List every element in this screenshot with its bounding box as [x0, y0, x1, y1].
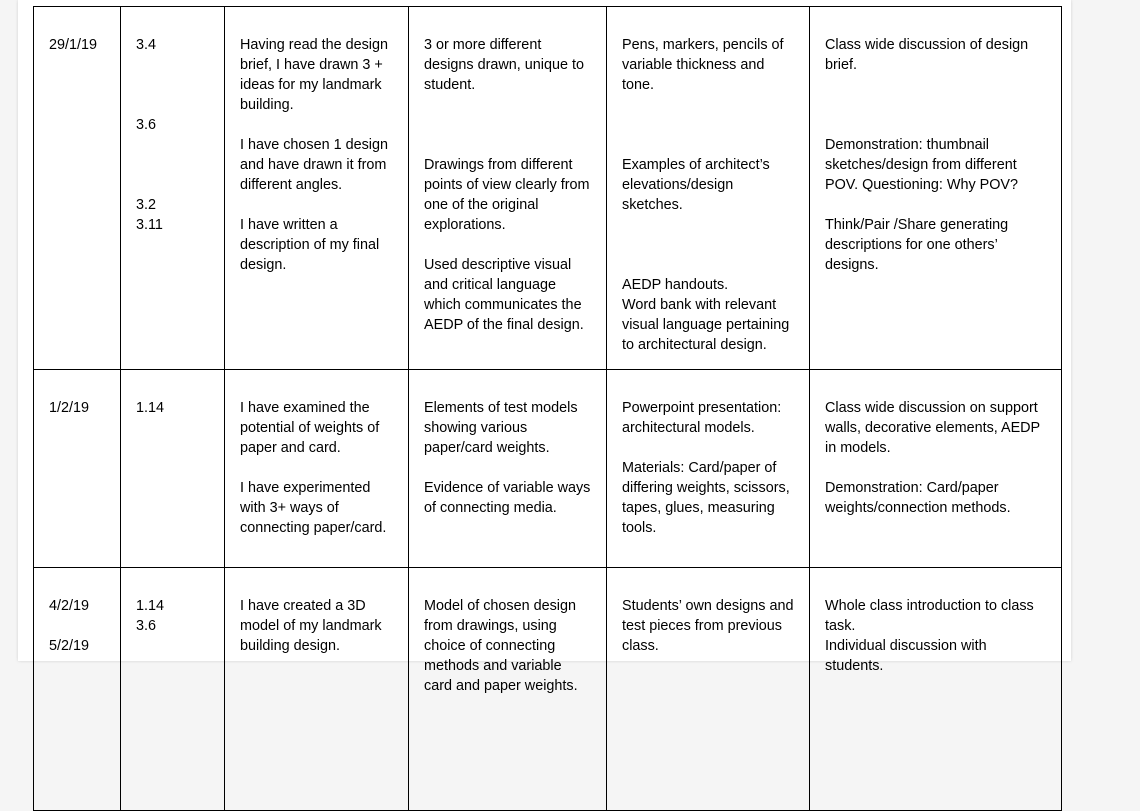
date-cell: 4/2/19 5/2/19	[34, 568, 121, 811]
table-row	[34, 568, 1062, 811]
learning-objective-cell: I have created a 3D model of my landmark building design.	[225, 568, 409, 811]
activities-cell: Class wide discussion of design brief. Demonstration: thumbnail sketches/design from different POV. Questioning: Why POV? Think/Pair /Share generating descriptions for one others’ designs.	[810, 7, 1062, 370]
table-row	[34, 7, 1062, 370]
activities-cell: Class wide discussion on support walls, decorative elements, AEDP in models. Demonstration: Card/paper weights/connection methods.	[810, 370, 1062, 568]
outcome-code-cell: 1.14 3.6	[121, 568, 225, 811]
document-page	[18, 0, 1071, 694]
date-cell: 29/1/19	[34, 7, 121, 370]
date-cell: 1/2/19	[34, 370, 121, 568]
evidence-cell: Elements of test models showing various paper/card weights. Evidence of variable ways of connecting media.	[409, 370, 607, 568]
resources-cell: Pens, markers, pencils of variable thickness and tone. Examples of architect’s elevations/design sketches. AEDP handouts. Word bank with relevant visual language pertaining to architectural design.	[607, 7, 810, 370]
outcome-code-cell: 1.14	[121, 370, 225, 568]
lesson-plan-table	[33, 6, 1062, 811]
outcome-code-cell: 3.4 3.6 3.2 3.11	[121, 7, 225, 370]
table-row	[34, 370, 1062, 568]
learning-objective-cell: Having read the design brief, I have drawn 3 + ideas for my landmark building. I have chosen 1 design and have drawn it from different angles. I have written a description of my final design.	[225, 7, 409, 370]
resources-cell: Powerpoint presentation: architectural models. Materials: Card/paper of differing weights, scissors, tapes, glues, measuring tools.	[607, 370, 810, 568]
activities-cell: Whole class introduction to class task. Individual discussion with students.	[810, 568, 1062, 811]
evidence-cell: 3 or more different designs drawn, unique to student. Drawings from different points of view clearly from one of the original explorations. Used descriptive visual and critical language which communicates the AEDP of the final design.	[409, 7, 607, 370]
evidence-cell: Model of chosen design from drawings, using choice of connecting methods and variable card and paper weights.	[409, 568, 607, 811]
resources-cell: Students’ own designs and test pieces from previous class.	[607, 568, 810, 811]
learning-objective-cell: I have examined the potential of weights of paper and card. I have experimented with 3+ ways of connecting paper/card.	[225, 370, 409, 568]
